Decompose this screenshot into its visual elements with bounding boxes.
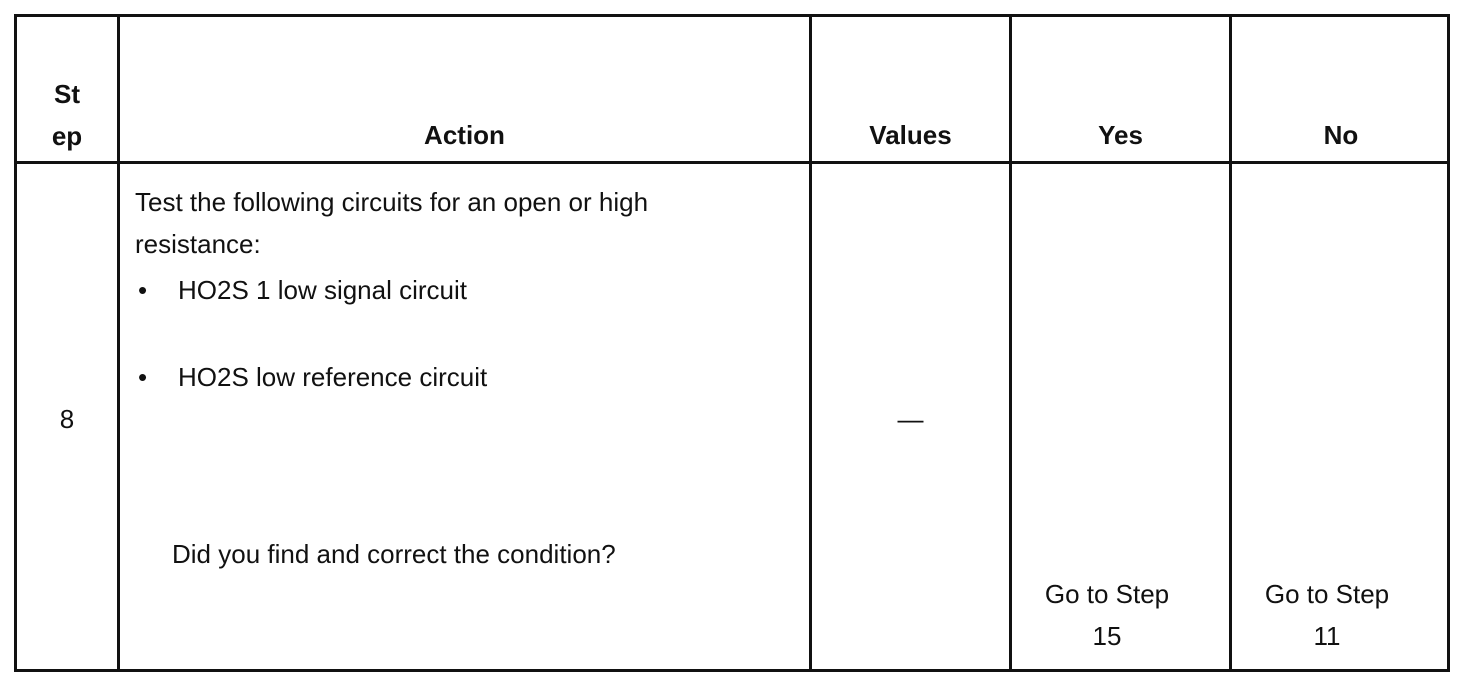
header-values: Values <box>869 120 952 150</box>
bullet-marker: • <box>138 275 148 305</box>
no-goto-label: Go to Step <box>1264 579 1390 609</box>
no-goto-step: 11 <box>1313 621 1341 651</box>
yes-goto-step: 15 <box>1092 621 1122 651</box>
bullet-item <box>138 269 798 311</box>
action-intro-line-2: resistance: <box>135 229 261 259</box>
header-action: Action <box>424 120 505 150</box>
header-step-line-2: ep <box>51 121 83 151</box>
bullet-text: HO2S low reference circuit <box>178 362 488 392</box>
no-cell <box>1232 573 1422 657</box>
header-yes: Yes <box>1098 120 1143 150</box>
bullet-marker: • <box>138 362 148 392</box>
values-cell: — <box>897 404 924 434</box>
yes-cell <box>1012 573 1202 657</box>
bullet-text: HO2S 1 low signal circuit <box>178 275 467 305</box>
bullet-item <box>138 356 798 398</box>
yes-goto-label: Go to Step <box>1044 579 1170 609</box>
action-intro <box>135 181 795 265</box>
step-number: 8 <box>59 404 75 434</box>
action-intro-line-1: Test the following circuits for an open or high <box>135 187 649 217</box>
procedure-table <box>14 14 1450 672</box>
header-step <box>17 73 117 157</box>
header-divider <box>17 161 1447 164</box>
header-no: No <box>1323 120 1359 150</box>
action-question: Did you find and correct the condition? <box>172 539 616 569</box>
header-step-line-1: St <box>54 79 80 109</box>
